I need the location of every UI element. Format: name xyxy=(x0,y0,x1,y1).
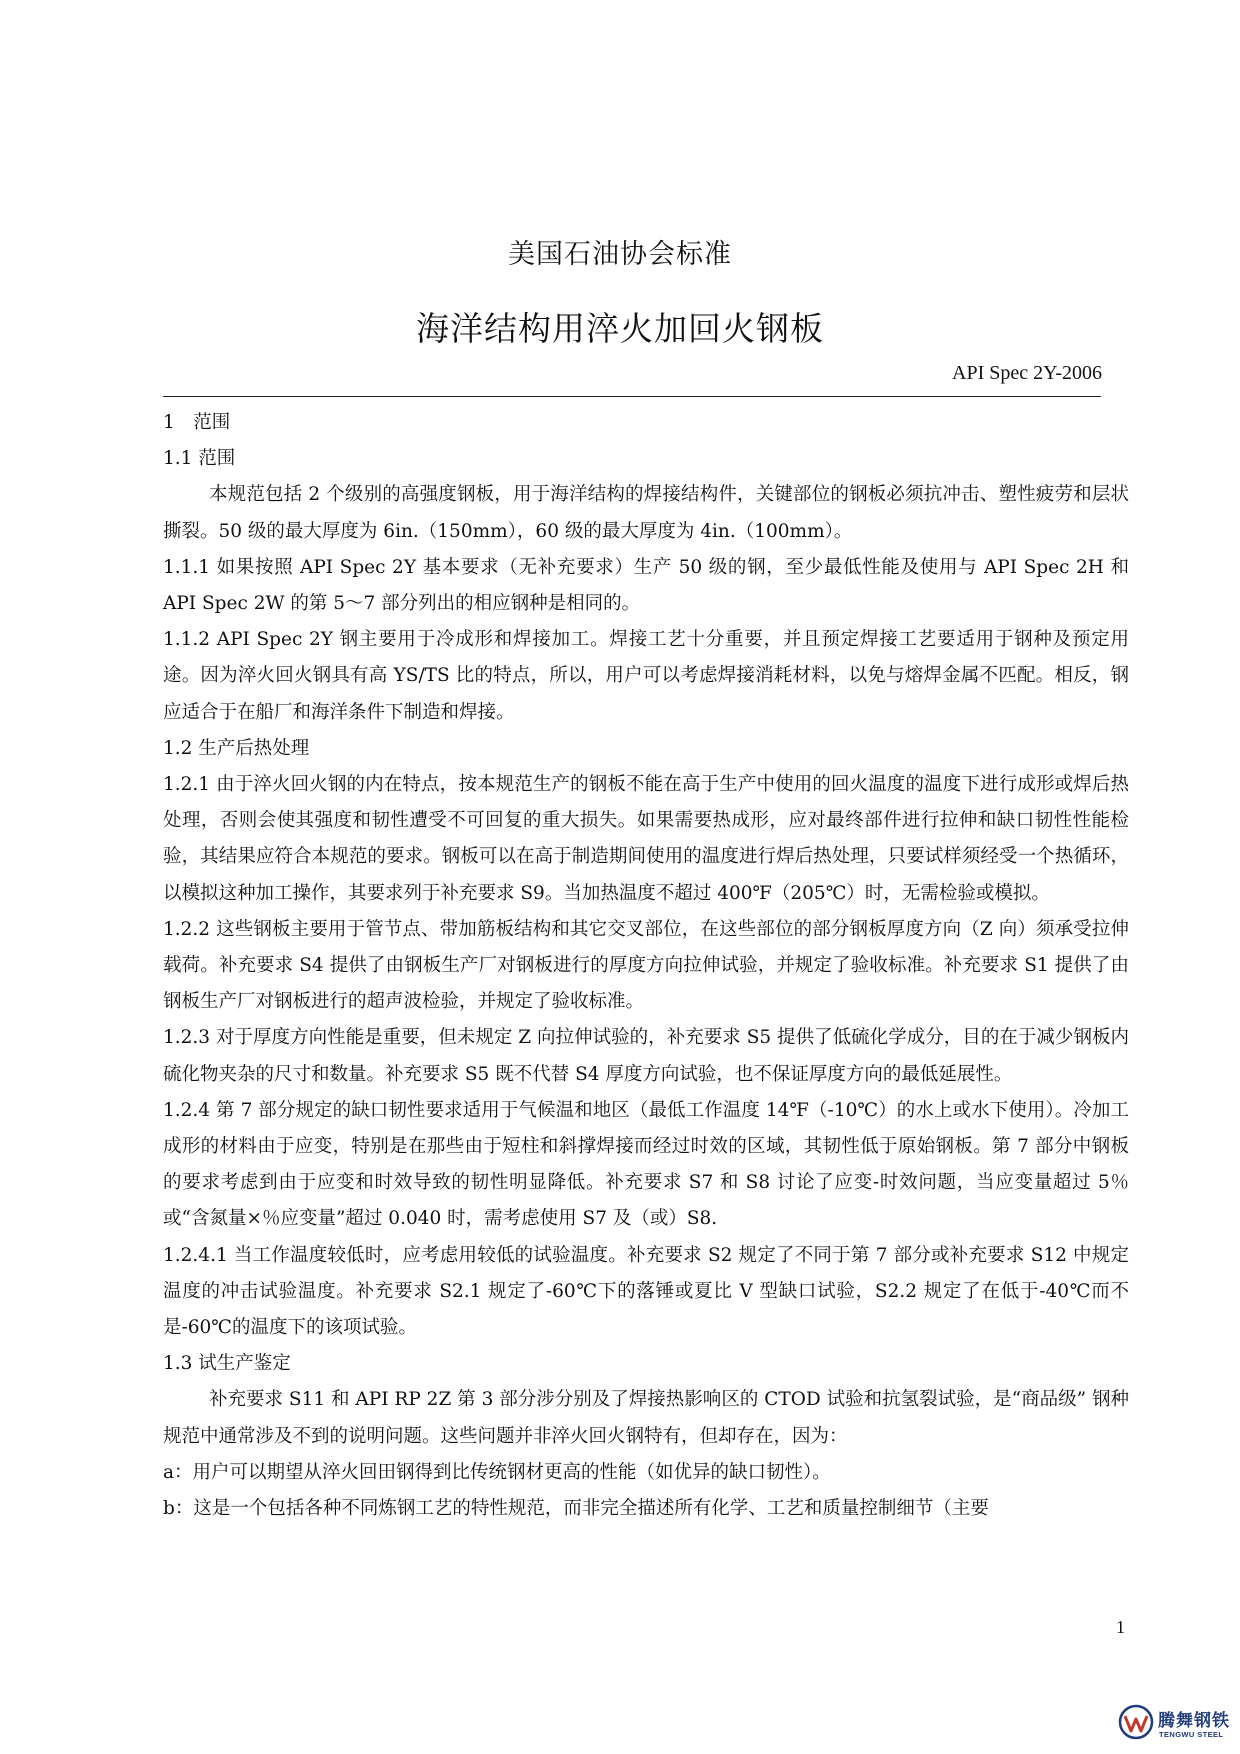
paragraph: 1.2.3 对于厚度方向性能是重要，但未规定 Z 向拉伸试验的，补充要求 S5 提供了低硫化学成分，目的在于减少钢板内硫化物夹杂的尺寸和数量。补充要求 S5 既不代替 S4 厚度方向试验，也不保证厚度方向的最低延展性。 xyxy=(163,1027,1129,1085)
subsection-heading: 1.1 范围 xyxy=(163,448,236,470)
list-item: a：用户可以期望从淬火回田钢得到比传统钢材更高的性能（如优异的缺口韧性）。 xyxy=(163,1461,831,1483)
body-text xyxy=(163,405,1129,1527)
paragraph: 1.2.4.1 当工作温度较低时，应考虑用较低的试验温度。补充要求 S2 规定了不同于第 7 部分或补充要求 S12 中规定温度的冲击试验温度。补充要求 S2.1 规定了-60℃下的落锤或夏比 V 型缺口试验，S2.2 规定了在低于-40℃而不是-60℃的温度下的该项试验。 xyxy=(163,1244,1129,1339)
organization-title: 美国石油协会标准 xyxy=(508,239,732,270)
tengwu-logo-icon xyxy=(1118,1704,1154,1740)
paragraph: 补充要求 S11 和 API RP 2Z 第 3 部分涉分别及了焊接热影响区的 CTOD 试验和抗氢裂试验，是“商品级” 钢种规范中通常涉及不到的说明问题。这些问题并非淬火回火钢特有，但却存在，因为： xyxy=(163,1389,1129,1447)
paragraph: 本规范包括 2 个级别的高强度钢板，用于海洋结构的焊接结构件，关键部位的钢板必须抗冲击、塑性疲劳和层状撕裂。50 级的最大厚度为 6in.（150mm），60 级的最大厚度为 4in.（100mm）。 xyxy=(163,484,1129,542)
list-item: b：这是一个包括各种不同炼钢工艺的特性规范，而非完全描述所有化学、工艺和质量控制细节（主要 xyxy=(163,1498,989,1520)
section-heading: 1 范围 xyxy=(163,412,231,433)
paragraph: 1.1.2 API Spec 2Y 钢主要用于冷成形和焊接加工。焊接工艺十分重要，并且预定焊接工艺要适用于钢种及预定用途。因为淬火回火钢具有高 YS/TS 比的特点，所以，用户可以考虑焊接消耗材料，以免与熔焊金属不匹配。相反，钢应适合于在船厂和海洋条件下制造和焊接。 xyxy=(163,629,1129,723)
paragraph: 1.2.1 由于淬火回火钢的内在特点，按本规范生产的钢板不能在高于生产中使用的回火温度的温度下进行成形或焊后热处理，否则会使其强度和韧性遭受不可回复的重大损失。如果需要热成形，应对最终部件进行拉伸和缺口韧性性能检验，其结果应符合本规范的要求。钢板可以在高于制造期间使用的温度进行焊后热处理，只要试样须经受一个热循环，以模拟这种加工操作，其要求列于补充要求 S9。当加热温度不超过 400℉（205℃）时，无需检验或模拟。 xyxy=(163,774,1129,904)
spec-code: API Spec 2Y-2006 xyxy=(952,362,1102,384)
subsection-heading: 1.3 试生产鉴定 xyxy=(163,1353,291,1375)
paragraph: 1.1.1 如果按照 API Spec 2Y 基本要求（无补充要求）生产 50 级的钢，至少最低性能及使用与 API Spec 2H 和 API Spec 2W 的第 5～7 部分列出的相应钢种是相同的。 xyxy=(163,556,1129,615)
paragraph: 1.2.2 这些钢板主要用于管节点、带加筋板结构和其它交叉部位，在这些部位的部分钢板厚度方向（Z 向）须承受拉伸载荷。补充要求 S4 提供了由钢板生产厂对钢板进行的厚度方向拉伸试验，并规定了验收标准。补充要求 S1 提供了由钢板生产厂对钢板进行的超声波检验，并规定了验收标准。 xyxy=(163,918,1129,1013)
subsection-heading: 1.2 生产后热处理 xyxy=(163,737,310,759)
brand-name-en: TENGWU STEEL xyxy=(1159,1730,1224,1739)
brand-name-cn: 腾舞钢铁 xyxy=(1158,1711,1230,1731)
document-title: 海洋结构用淬火加回火钢板 xyxy=(416,309,824,348)
brand-logo xyxy=(1118,1700,1238,1750)
page-number: 1 xyxy=(1116,1617,1125,1637)
header-divider xyxy=(163,396,1101,397)
paragraph: 1.2.4 第 7 部分规定的缺口韧性要求适用于气候温和地区（最低工作温度 14℉（-10℃）的水上或水下使用）。冷加工成形的材料由于应变，特别是在那些由于短柱和斜撑焊接而经过时效的区域，其韧性低于原始钢板。第 7 部分中钢板的要求考虑到由于应变和时效导致的韧性明显降低。补充要求 S7 和 S8 讨论了应变-时效问题，当应变量超过 5％或“含氮量×％应变量”超过 0.040 时，需考虑使用 S7 及（或）S8. xyxy=(163,1099,1129,1230)
